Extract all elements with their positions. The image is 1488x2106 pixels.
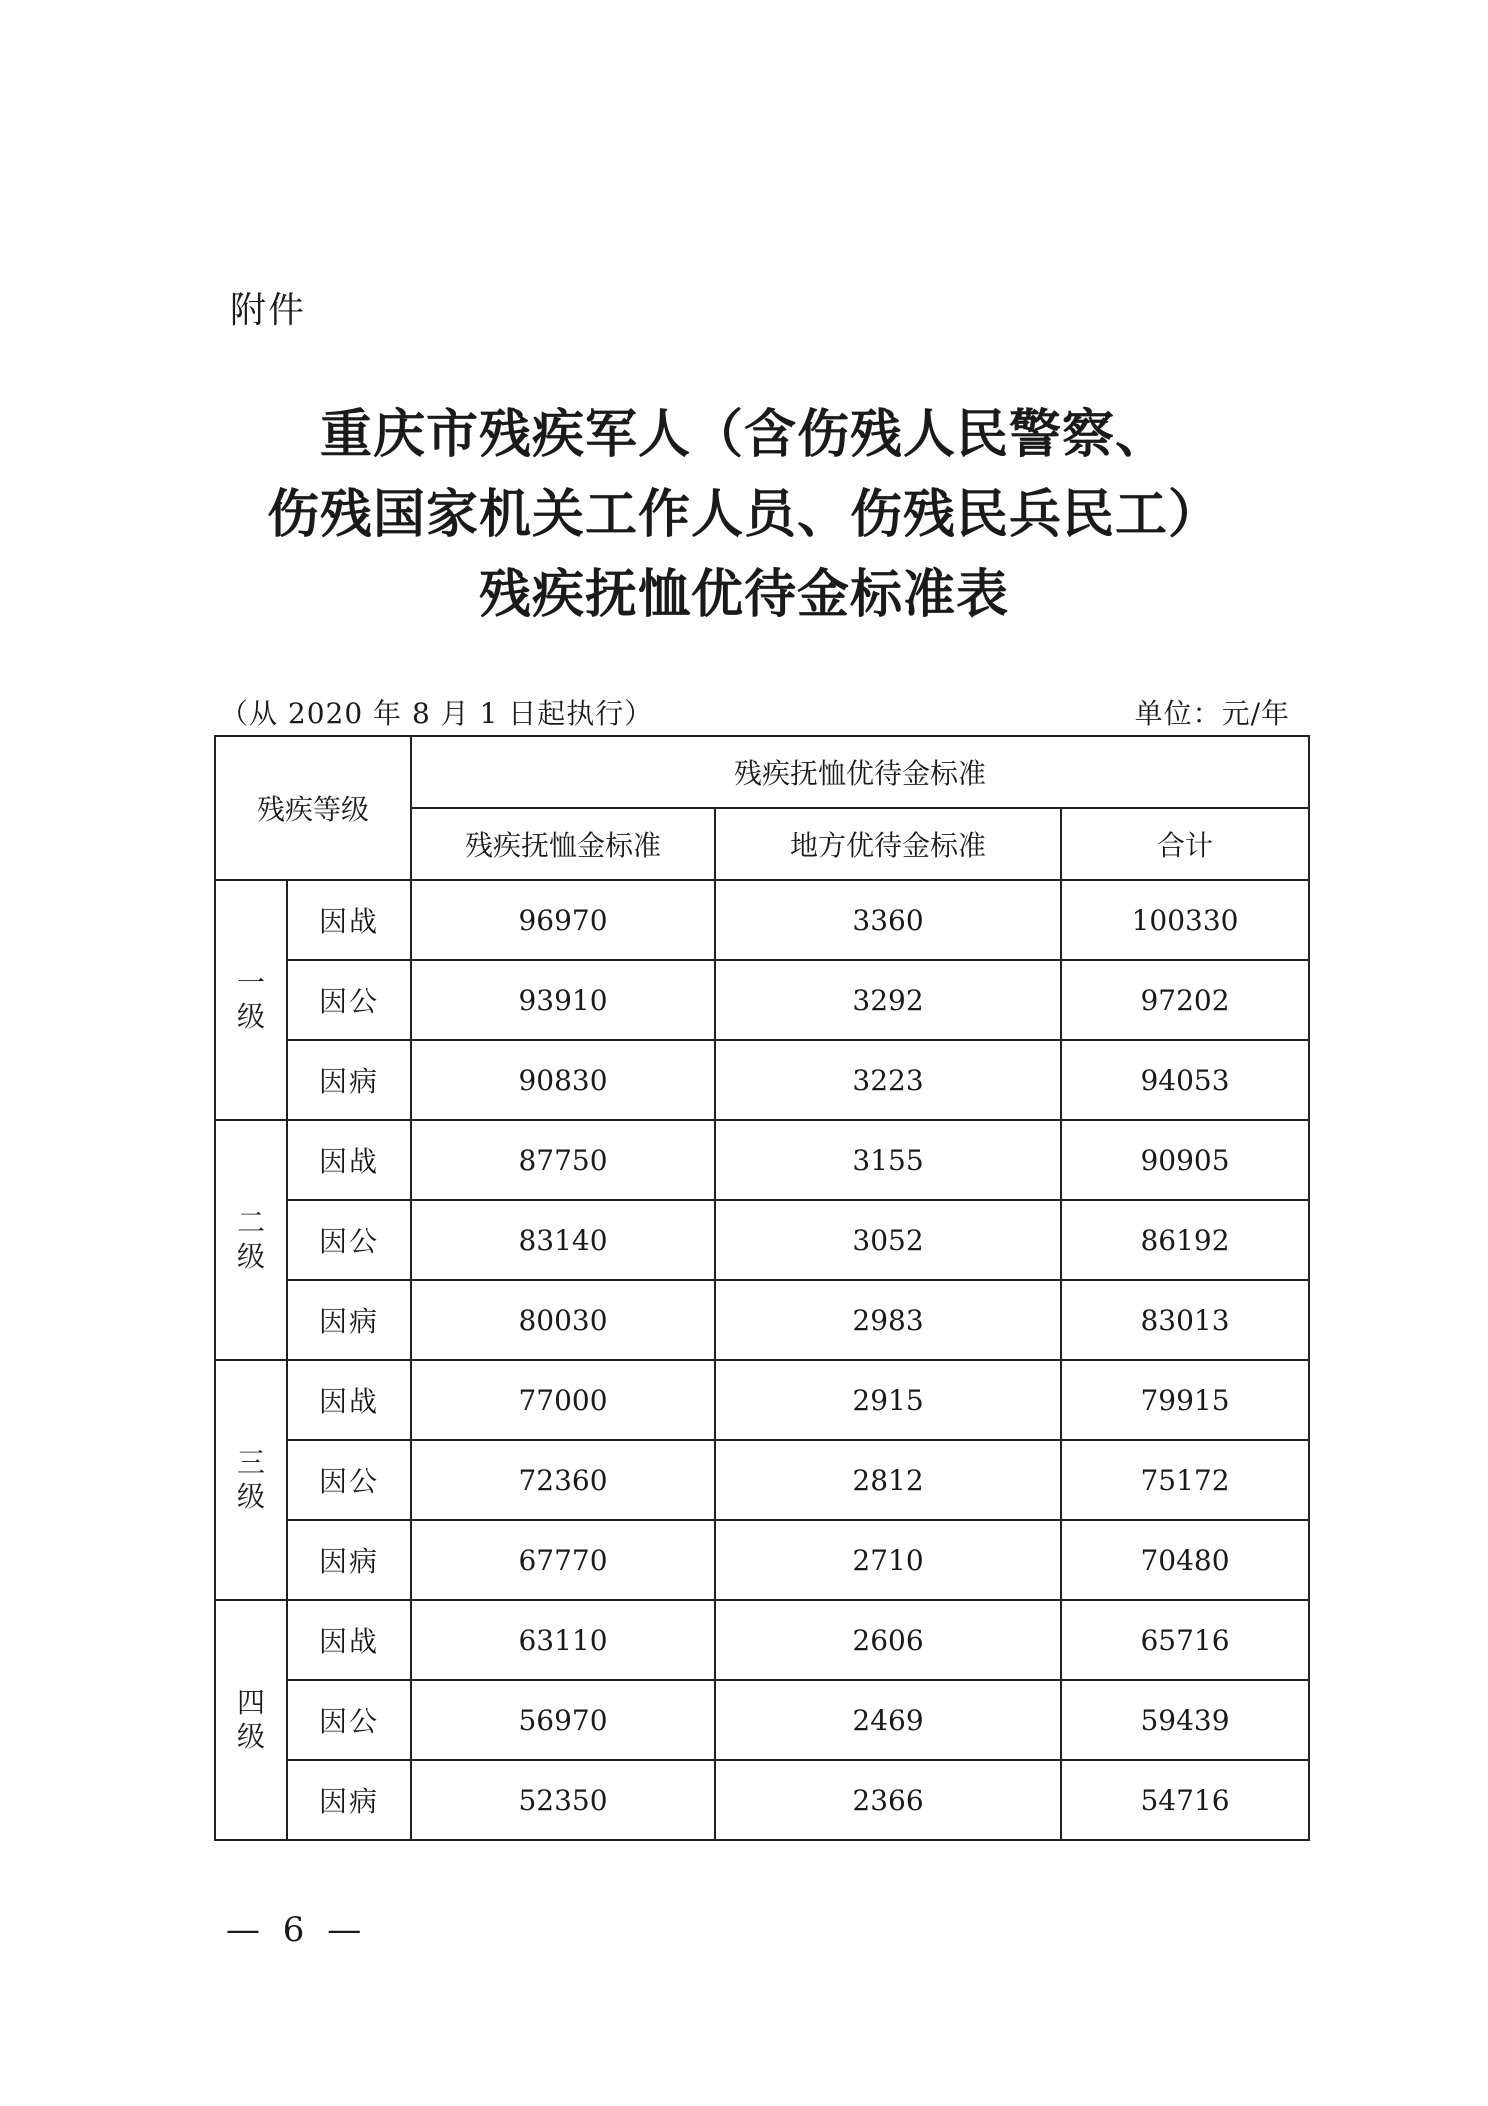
cause-cell: 因公 bbox=[287, 1680, 411, 1760]
total-cell: 86192 bbox=[1061, 1200, 1309, 1280]
table-row bbox=[215, 1520, 1309, 1600]
local-cell: 2606 bbox=[715, 1600, 1061, 1680]
table-row bbox=[215, 880, 1309, 960]
grade-char: 级 bbox=[236, 1240, 265, 1273]
pension-cell: 80030 bbox=[411, 1280, 715, 1360]
table-row bbox=[215, 1360, 1309, 1440]
cause-cell: 因战 bbox=[287, 1360, 411, 1440]
header-local: 地方优待金标准 bbox=[715, 808, 1061, 880]
grade-char: 二 bbox=[236, 1206, 265, 1239]
cause-cell: 因战 bbox=[287, 1600, 411, 1680]
grade-cell bbox=[215, 1360, 287, 1600]
grade-char: 级 bbox=[236, 1720, 265, 1753]
cause-cell: 因公 bbox=[287, 960, 411, 1040]
header-pension: 残疾抚恤金标准 bbox=[411, 808, 715, 880]
document-title-line-2: 伤残国家机关工作人员、伤残民兵民工） bbox=[266, 484, 1221, 545]
total-cell: 97202 bbox=[1061, 960, 1309, 1040]
attachment-label: 附件 bbox=[230, 290, 307, 331]
pension-cell: 67770 bbox=[411, 1520, 715, 1600]
grade-char: 级 bbox=[236, 1000, 265, 1033]
total-cell: 59439 bbox=[1061, 1680, 1309, 1760]
unit-note: 单位：元/年 bbox=[1134, 697, 1290, 730]
page-number: — 6 — bbox=[226, 1910, 368, 1950]
cause-cell: 因战 bbox=[287, 880, 411, 960]
grade-char: 一 bbox=[236, 966, 265, 999]
pension-cell: 63110 bbox=[411, 1600, 715, 1680]
total-cell: 83013 bbox=[1061, 1280, 1309, 1360]
pension-cell: 87750 bbox=[411, 1120, 715, 1200]
pension-cell: 83140 bbox=[411, 1200, 715, 1280]
local-cell: 2366 bbox=[715, 1760, 1061, 1840]
local-cell: 2983 bbox=[715, 1280, 1061, 1360]
table-row bbox=[215, 1600, 1309, 1680]
grade-cell bbox=[215, 1600, 287, 1840]
pension-cell: 96970 bbox=[411, 880, 715, 960]
grade-cell bbox=[215, 880, 287, 1120]
total-cell: 94053 bbox=[1061, 1040, 1309, 1120]
table-row bbox=[215, 1760, 1309, 1840]
total-cell: 65716 bbox=[1061, 1600, 1309, 1680]
pension-cell: 52350 bbox=[411, 1760, 715, 1840]
pension-cell: 90830 bbox=[411, 1040, 715, 1120]
grade-char: 四 bbox=[236, 1686, 265, 1719]
header-total: 合计 bbox=[1061, 808, 1309, 880]
total-cell: 100330 bbox=[1061, 880, 1309, 960]
total-cell: 79915 bbox=[1061, 1360, 1309, 1440]
grade-char: 三 bbox=[236, 1446, 265, 1479]
pension-standard-table bbox=[214, 735, 1310, 1841]
cause-cell: 因公 bbox=[287, 1440, 411, 1520]
local-cell: 3292 bbox=[715, 960, 1061, 1040]
local-cell: 2915 bbox=[715, 1360, 1061, 1440]
grade-char: 级 bbox=[236, 1480, 265, 1513]
header-group: 残疾抚恤优待金标准 bbox=[411, 736, 1309, 808]
effective-date-note: （从 2020 年 8 月 1 日起执行） bbox=[220, 697, 654, 730]
table-row bbox=[215, 1200, 1309, 1280]
grade-cell bbox=[215, 1120, 287, 1360]
table-row bbox=[215, 1120, 1309, 1200]
local-cell: 3052 bbox=[715, 1200, 1061, 1280]
pension-cell: 93910 bbox=[411, 960, 715, 1040]
table-row bbox=[215, 960, 1309, 1040]
total-cell: 70480 bbox=[1061, 1520, 1309, 1600]
table-row bbox=[215, 1680, 1309, 1760]
cause-cell: 因病 bbox=[287, 1520, 411, 1600]
cause-cell: 因病 bbox=[287, 1760, 411, 1840]
table-row bbox=[215, 1440, 1309, 1520]
pension-cell: 72360 bbox=[411, 1440, 715, 1520]
local-cell: 2469 bbox=[715, 1680, 1061, 1760]
document-title-line-3: 残疾抚恤优待金标准表 bbox=[478, 564, 1009, 625]
pension-cell: 77000 bbox=[411, 1360, 715, 1440]
document-title-line-1: 重庆市残疾军人（含伤残人民警察、 bbox=[319, 404, 1168, 465]
local-cell: 2710 bbox=[715, 1520, 1061, 1600]
cause-cell: 因病 bbox=[287, 1040, 411, 1120]
cause-cell: 因公 bbox=[287, 1200, 411, 1280]
local-cell: 2812 bbox=[715, 1440, 1061, 1520]
cause-cell: 因病 bbox=[287, 1280, 411, 1360]
table-row bbox=[215, 1280, 1309, 1360]
local-cell: 3223 bbox=[715, 1040, 1061, 1120]
total-cell: 75172 bbox=[1061, 1440, 1309, 1520]
total-cell: 90905 bbox=[1061, 1120, 1309, 1200]
header-grade: 残疾等级 bbox=[215, 736, 411, 880]
pension-cell: 56970 bbox=[411, 1680, 715, 1760]
local-cell: 3360 bbox=[715, 880, 1061, 960]
total-cell: 54716 bbox=[1061, 1760, 1309, 1840]
table-row bbox=[215, 1040, 1309, 1120]
cause-cell: 因战 bbox=[287, 1120, 411, 1200]
local-cell: 3155 bbox=[715, 1120, 1061, 1200]
